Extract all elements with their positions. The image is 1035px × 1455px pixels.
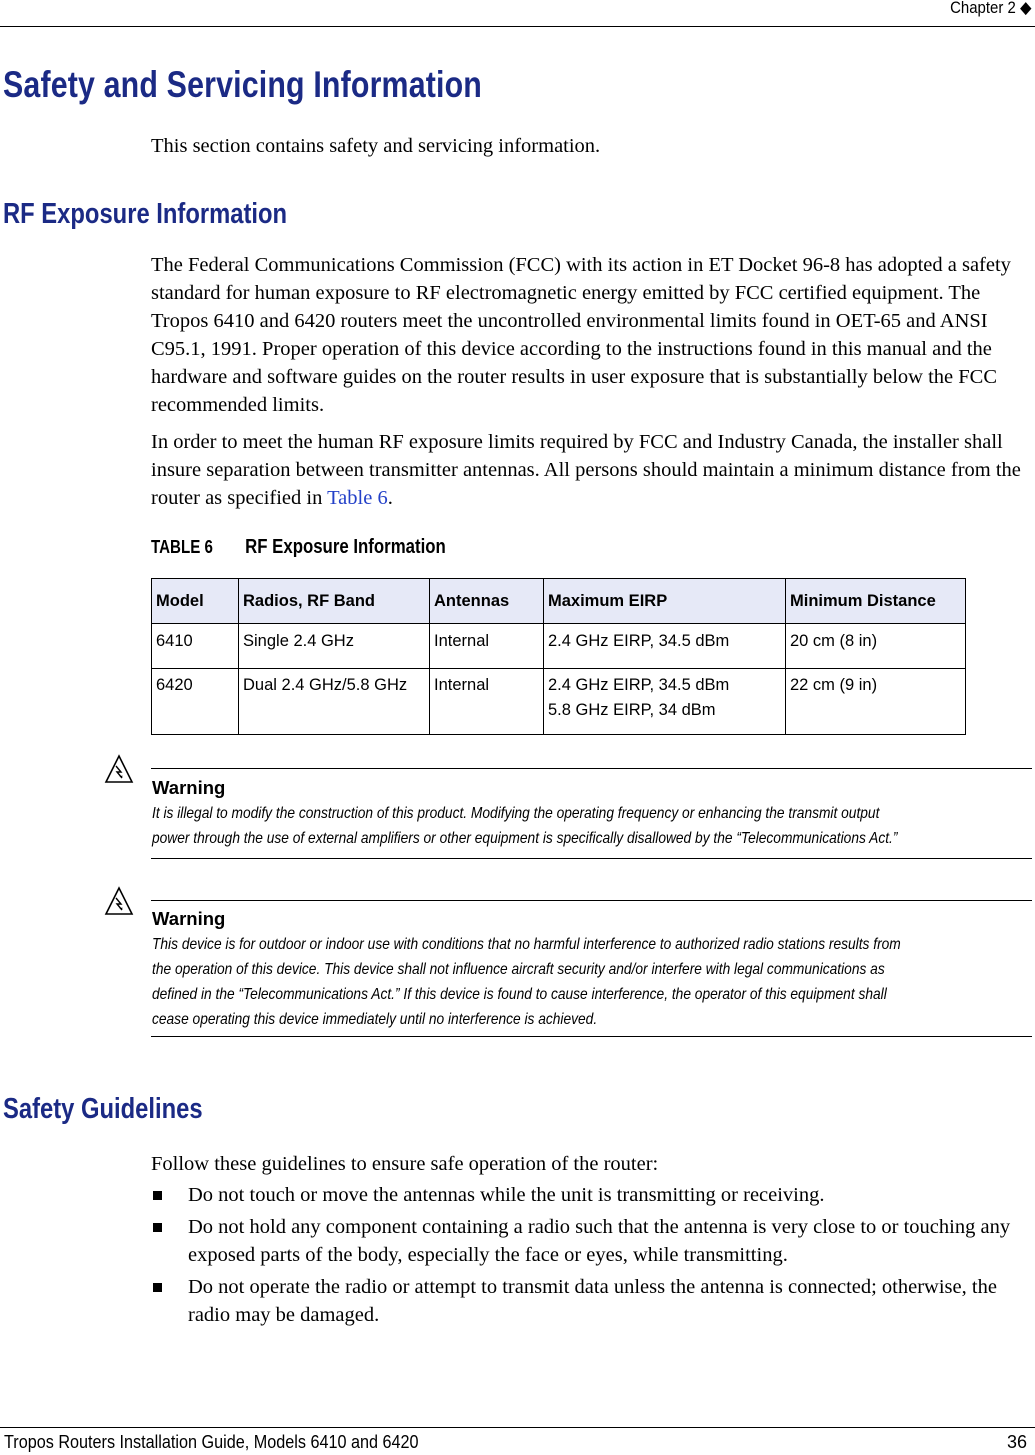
warning-title: Warning bbox=[152, 908, 226, 929]
list-item bbox=[151, 1213, 1021, 1269]
warning-text: This device is for outdoor or indoor use with conditions that no harmful interference to authorized radio stations results from the operation of this device. This device shall not influence aircraft security and/or interfere with legal communications as defined in the “Telecommunications Act.” If this device is found to cause interference, the operator of this equipment shall cease operating this device immediately until no interference is achieved. bbox=[152, 936, 901, 1028]
list-item-text: Do not touch or move the antennas while the unit is transmitting or receiving. bbox=[188, 1184, 825, 1206]
table-row bbox=[152, 624, 966, 669]
table-header-row bbox=[152, 579, 966, 624]
radios-cell: Dual 2.4 GHz/5.8 GHz bbox=[239, 669, 430, 735]
page-title: Safety and Servicing Information bbox=[3, 64, 482, 105]
safety-intro: Follow these guidelines to ensure safe operation of the router: bbox=[151, 1153, 659, 1175]
warning-icon bbox=[104, 754, 134, 784]
table-row bbox=[152, 669, 966, 735]
page-number: 36 bbox=[1006, 1432, 1027, 1452]
distance-cell: 20 cm (8 in) bbox=[786, 624, 966, 669]
rf-heading: RF Exposure Information bbox=[3, 198, 288, 230]
distance-cell: 22 cm (9 in) bbox=[786, 669, 966, 735]
page-footer bbox=[0, 1427, 1035, 1455]
model-cell: 6420 bbox=[152, 669, 239, 735]
rf-paragraph-2 bbox=[151, 428, 1031, 512]
eirp-cell bbox=[544, 669, 786, 735]
column-header: Minimum Distance bbox=[786, 579, 966, 624]
antennas-cell: Internal bbox=[430, 624, 544, 669]
list-item-text: Do not operate the radio or attempt to transmit data unless the antenna is connected; otherwise, the radio may be damaged. bbox=[188, 1276, 997, 1326]
list-item bbox=[151, 1273, 1021, 1329]
safety-heading: Safety Guidelines bbox=[3, 1093, 203, 1125]
column-header: Radios, RF Band bbox=[239, 579, 430, 624]
eirp-cell: 2.4 GHz EIRP, 34.5 dBm bbox=[544, 624, 786, 669]
table-6-link[interactable]: Table 6 bbox=[327, 487, 388, 509]
warning-icon bbox=[104, 886, 134, 916]
rf-exposure-table bbox=[151, 578, 966, 735]
warning-title: Warning bbox=[152, 777, 226, 798]
antennas-cell: Internal bbox=[430, 669, 544, 735]
bullet-icon bbox=[153, 1191, 162, 1200]
column-header: Maximum EIRP bbox=[544, 579, 786, 624]
safety-guidelines-list bbox=[151, 1181, 1021, 1333]
model-cell: 6410 bbox=[152, 624, 239, 669]
radios-cell: Single 2.4 GHz bbox=[239, 624, 430, 669]
warning-text: It is illegal to modify the construction of this product. Modifying the operating frequency or enhancing the transmit output power through the use of external amplifiers or other equipment is specifically disallowed by the “Telecommunications Act.” bbox=[152, 805, 898, 847]
rf-paragraph-2-end: . bbox=[387, 487, 393, 509]
table-caption bbox=[151, 536, 446, 559]
footer-guide-title: Tropos Routers Installation Guide, Models 6410 and 6420 bbox=[4, 1432, 419, 1452]
warning-box-1 bbox=[151, 768, 1032, 859]
chapter-label: Chapter 2 ◆ bbox=[949, 0, 1031, 17]
table-number: TABLE 6 bbox=[151, 537, 213, 557]
column-header: Antennas bbox=[430, 579, 544, 624]
rf-paragraph-1: The Federal Communications Commission (FCC) with its action in ET Docket 96-8 has adopted a safety standard for human exposure to RF electromagnetic energy emitted by FCC certified equipment. The Tropos 6410 and 6420 routers meet the uncontrolled environmental limits found in OET-65 and ANSI C95.1, 1991. Proper operation of this device according to the instructions found in this manual and the hardware and software guides on the router results in user exposure that is substantially below the FCC recommended limits. bbox=[151, 254, 1011, 416]
table-caption-title: RF Exposure Information bbox=[245, 536, 446, 558]
warning-box-2 bbox=[151, 900, 1032, 1037]
list-item-text: Do not hold any component containing a radio such that the antenna is very close to or touching any exposed parts of the body, especially the face or eyes, while transmitting. bbox=[188, 1216, 1011, 1266]
eirp-line-1: 2.4 GHz EIRP, 34.5 dBm bbox=[548, 676, 730, 694]
bullet-icon bbox=[153, 1223, 162, 1232]
rf-paragraph-2-text: In order to meet the human RF exposure limits required by FCC and Industry Canada, the installer shall insure separation between transmitter antennas. All persons should maintain a minimum distance from the router as specified in bbox=[151, 431, 1021, 509]
intro-paragraph: This section contains safety and servicing information. bbox=[151, 135, 601, 157]
column-header: Model bbox=[152, 579, 239, 624]
page-header bbox=[0, 0, 1035, 27]
list-item bbox=[151, 1181, 1021, 1209]
bullet-icon bbox=[153, 1283, 162, 1292]
eirp-line-2: 5.8 GHz EIRP, 34 dBm bbox=[548, 701, 716, 719]
